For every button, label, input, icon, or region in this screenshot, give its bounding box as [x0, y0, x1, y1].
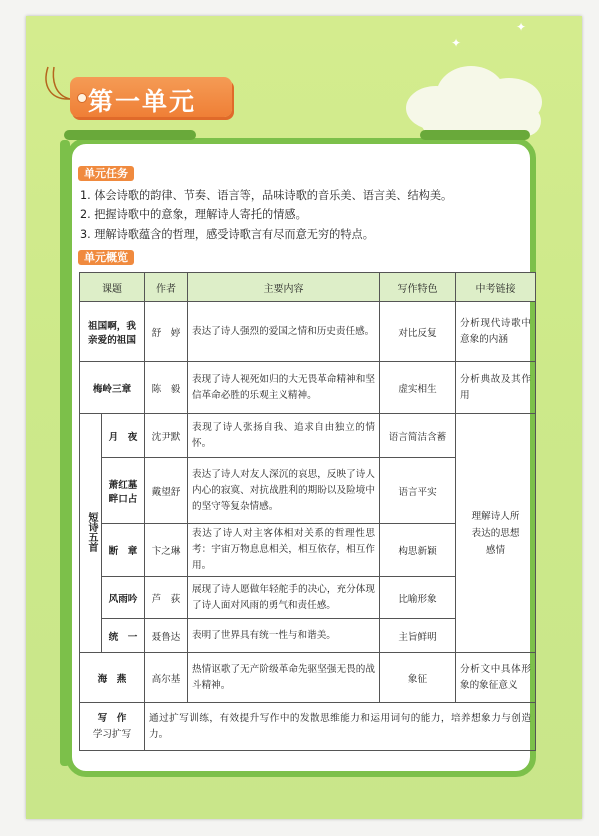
star-icon: ✦	[516, 20, 527, 34]
lesson-feature: 构思新颖	[380, 524, 456, 577]
lesson-author: 高尔基	[145, 653, 188, 703]
lesson-content: 表达了诗人对主客体相对关系的哲理性思考：宇宙万物息息相关，相互依存，相互作用。	[188, 524, 380, 577]
lesson-feature: 对比反复	[380, 302, 456, 362]
lesson-title: 风雨吟	[102, 577, 145, 619]
table-row	[80, 653, 536, 703]
tag-hole-icon	[77, 93, 87, 103]
group-label-cell	[80, 414, 102, 653]
task-item: 2. 把握诗歌中的意象，理解诗人寄托的情感。	[80, 208, 307, 222]
lesson-title: 萧红墓畔口占	[102, 458, 145, 524]
table-header-row	[80, 273, 536, 302]
writing-content: 通过扩写训练，有效提升写作中的发散思维能力和运用词句的能力，培养想象力与创造力。	[145, 703, 536, 751]
table-row	[80, 414, 536, 458]
lesson-author: 沈尹默	[145, 414, 188, 458]
writing-subtitle: 学习扩写	[92, 728, 132, 740]
task-item: 3. 理解诗歌蕴含的哲理，感受诗歌言有尽而意无穷的特点。	[80, 227, 374, 241]
writing-title: 写 作	[97, 712, 127, 724]
panel-rod	[420, 130, 530, 140]
lesson-content: 表现了诗人张扬自我、追求自由独立的情怀。	[188, 414, 380, 458]
lesson-content: 表达了诗人强烈的爱国之情和历史责任感。	[188, 302, 380, 362]
header-title: 课题	[80, 273, 145, 302]
lesson-link: 分析典故及其作用	[456, 362, 536, 414]
lesson-title: 梅岭三章	[80, 362, 145, 414]
lesson-feature: 主旨鲜明	[380, 619, 456, 653]
lesson-author: 卞之琳	[145, 524, 188, 577]
overview-table	[79, 272, 536, 751]
task-list	[80, 186, 520, 244]
task-item: 1. 体会诗歌的韵律、节奏、语言等，品味诗歌的音乐美、语言美、结构美。	[80, 189, 453, 202]
lesson-content: 表明了世界具有统一性与和谐美。	[188, 619, 380, 653]
lesson-author: 聂鲁达	[145, 619, 188, 653]
lesson-author: 陈 毅	[145, 362, 188, 414]
lesson-link: 分析文中具体形象的象征意义	[456, 653, 536, 703]
unit-title: 第一单元	[88, 87, 197, 116]
lesson-feature: 语言平实	[380, 458, 456, 524]
table-row	[80, 302, 536, 362]
lesson-feature: 虚实相生	[380, 362, 456, 414]
lesson-author: 舒 婷	[145, 302, 188, 362]
lesson-content: 热情讴歌了无产阶级革命先驱坚强无畏的战斗精神。	[188, 653, 380, 703]
lesson-author: 戴望舒	[145, 458, 188, 524]
lesson-title: 统 一	[102, 619, 145, 653]
header-author: 作者	[145, 273, 188, 302]
lesson-title: 祖国啊，我亲爱的祖国	[80, 302, 145, 362]
lesson-content: 表达了诗人对友人深沉的哀思，反映了诗人内心的寂寞、对抗战胜利的期盼以及险境中的坚守等复杂情感。	[188, 458, 380, 524]
lesson-feature: 语言简洁含蓄	[380, 414, 456, 458]
lesson-link: 分析现代诗歌中意象的内涵	[456, 302, 536, 362]
lesson-feature: 象征	[380, 653, 456, 703]
lesson-content: 表现了诗人视死如归的大无畏革命精神和坚信革命必胜的乐观主义精神。	[188, 362, 380, 414]
section-label-overview: 单元概览	[78, 250, 134, 265]
lesson-author: 芦 荻	[145, 577, 188, 619]
table-row-writing	[80, 703, 536, 751]
header-link: 中考链接	[456, 273, 536, 302]
lesson-title: 断 章	[102, 524, 145, 577]
lesson-title: 月 夜	[102, 414, 145, 458]
section-label-tasks: 单元任务	[78, 166, 134, 181]
header-feature: 写作特色	[380, 273, 456, 302]
lesson-content: 展现了诗人愿做年轻舵手的决心，充分体现了诗人面对风雨的勇气和责任感。	[188, 577, 380, 619]
lesson-feature: 比喻形象	[380, 577, 456, 619]
group-label: 短诗五首	[86, 511, 97, 552]
writing-title-cell	[80, 703, 145, 751]
header-content: 主要内容	[188, 273, 380, 302]
panel-rod	[64, 130, 196, 140]
star-icon: ✦	[451, 36, 462, 50]
group-link: 理解诗人所表达的思想感情	[456, 414, 536, 653]
table-row	[80, 362, 536, 414]
unit-title-tag	[70, 77, 232, 117]
lesson-title: 海 燕	[80, 653, 145, 703]
